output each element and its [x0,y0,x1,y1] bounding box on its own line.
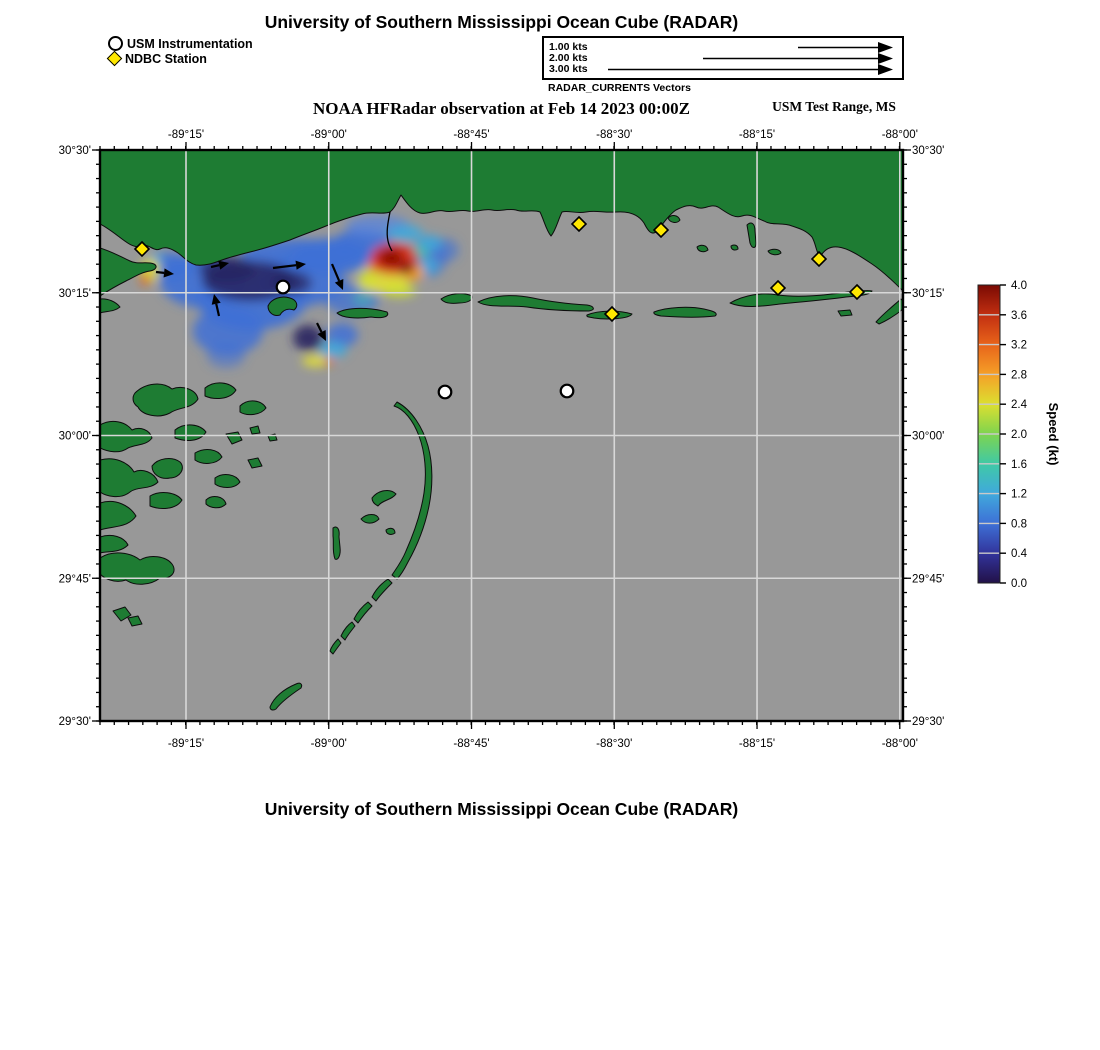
y-axis-tick-label-right: 30°15' [912,287,945,300]
y-axis-tick-label-left: 29°45' [58,573,91,586]
x-axis-tick-label-top: -89°15' [167,129,205,141]
map-area [100,150,903,721]
page-title-bottom: University of Southern Mississippi Ocean Cube (RADAR) [264,799,739,819]
x-axis-tick-label-top: -88°00' [881,129,918,141]
colorbar-tick-label: 1.6 [1011,458,1027,471]
colorbar-tick-label: 2.0 [1011,429,1027,441]
y-axis-tick-label-right: 30°30' [912,145,945,157]
colorbar-tick-label: 3.6 [1011,309,1027,322]
page-title: University of Southern Mississippi Ocean Cube (RADAR) [264,12,739,32]
region-label: USM Test Range, MS [772,99,896,114]
colorbar [978,280,1061,590]
y-axis-tick-label-left: 30°30' [58,145,91,157]
colorbar-tick-label: 0.4 [1011,548,1027,561]
colorbar-tick-label: 4.0 [1011,280,1027,292]
colorbar-tick-label: 2.8 [1011,369,1027,382]
y-axis-tick-label-right: 29°30' [912,716,945,728]
colorbar-tick-label: 1.2 [1011,488,1027,501]
x-axis-tick-label-top: -89°00' [310,129,347,141]
arrow-shaft [156,272,164,273]
scale-row-1-label: 1.00 kts [549,41,588,53]
colorbar-tick-label: 0.0 [1011,578,1027,590]
y-axis-tick-label-left: 29°30' [58,716,91,728]
usm-instrument-marker [277,281,290,294]
vector-scale-caption: RADAR_CURRENTS Vectors [548,82,691,94]
ndbc-station-icon [107,51,123,67]
usm-instrumentation-icon [108,36,123,51]
colorbar-tick-label: 2.4 [1011,399,1027,412]
scale-row-2-label: 2.00 kts [549,52,588,64]
x-axis-tick-label-top: -88°45' [453,129,490,141]
usm-instrument-marker [561,385,574,398]
colorbar-title: Speed (kt) [1046,402,1061,466]
usm-instrument-marker [439,386,452,399]
legend-item-usm [108,36,253,51]
map-legend [108,36,253,66]
x-axis-tick-label-bottom: -88°45' [453,738,490,750]
x-axis-tick-label-bottom: -89°15' [167,738,205,750]
y-axis-tick-label-left: 30°15' [58,287,91,300]
x-axis-tick-label-bottom: -88°15' [738,738,776,750]
x-axis-tick-label-top: -88°30' [596,129,633,141]
legend-item-ndbc [108,51,253,66]
colorbar-tick-label: 0.8 [1011,518,1027,531]
y-axis-tick-label-right: 30°00' [912,430,945,443]
legend-label: USM Instrumentation [127,36,253,51]
y-axis-tick-label-right: 29°45' [912,573,945,586]
observation-subtitle: NOAA HFRadar observation at Feb 14 2023 00:00Z [313,99,690,118]
colorbar-tick-label: 3.2 [1011,339,1027,352]
y-axis-tick-label-left: 30°00' [58,430,91,443]
x-axis-tick-label-bottom: -88°30' [596,738,633,750]
x-axis-tick-label-top: -88°15' [738,129,776,141]
legend-label: NDBC Station [125,51,207,66]
scale-row-3-label: 3.00 kts [549,63,588,75]
x-axis-tick-label-bottom: -89°00' [310,738,347,750]
x-axis-tick-label-bottom: -88°00' [881,738,918,750]
